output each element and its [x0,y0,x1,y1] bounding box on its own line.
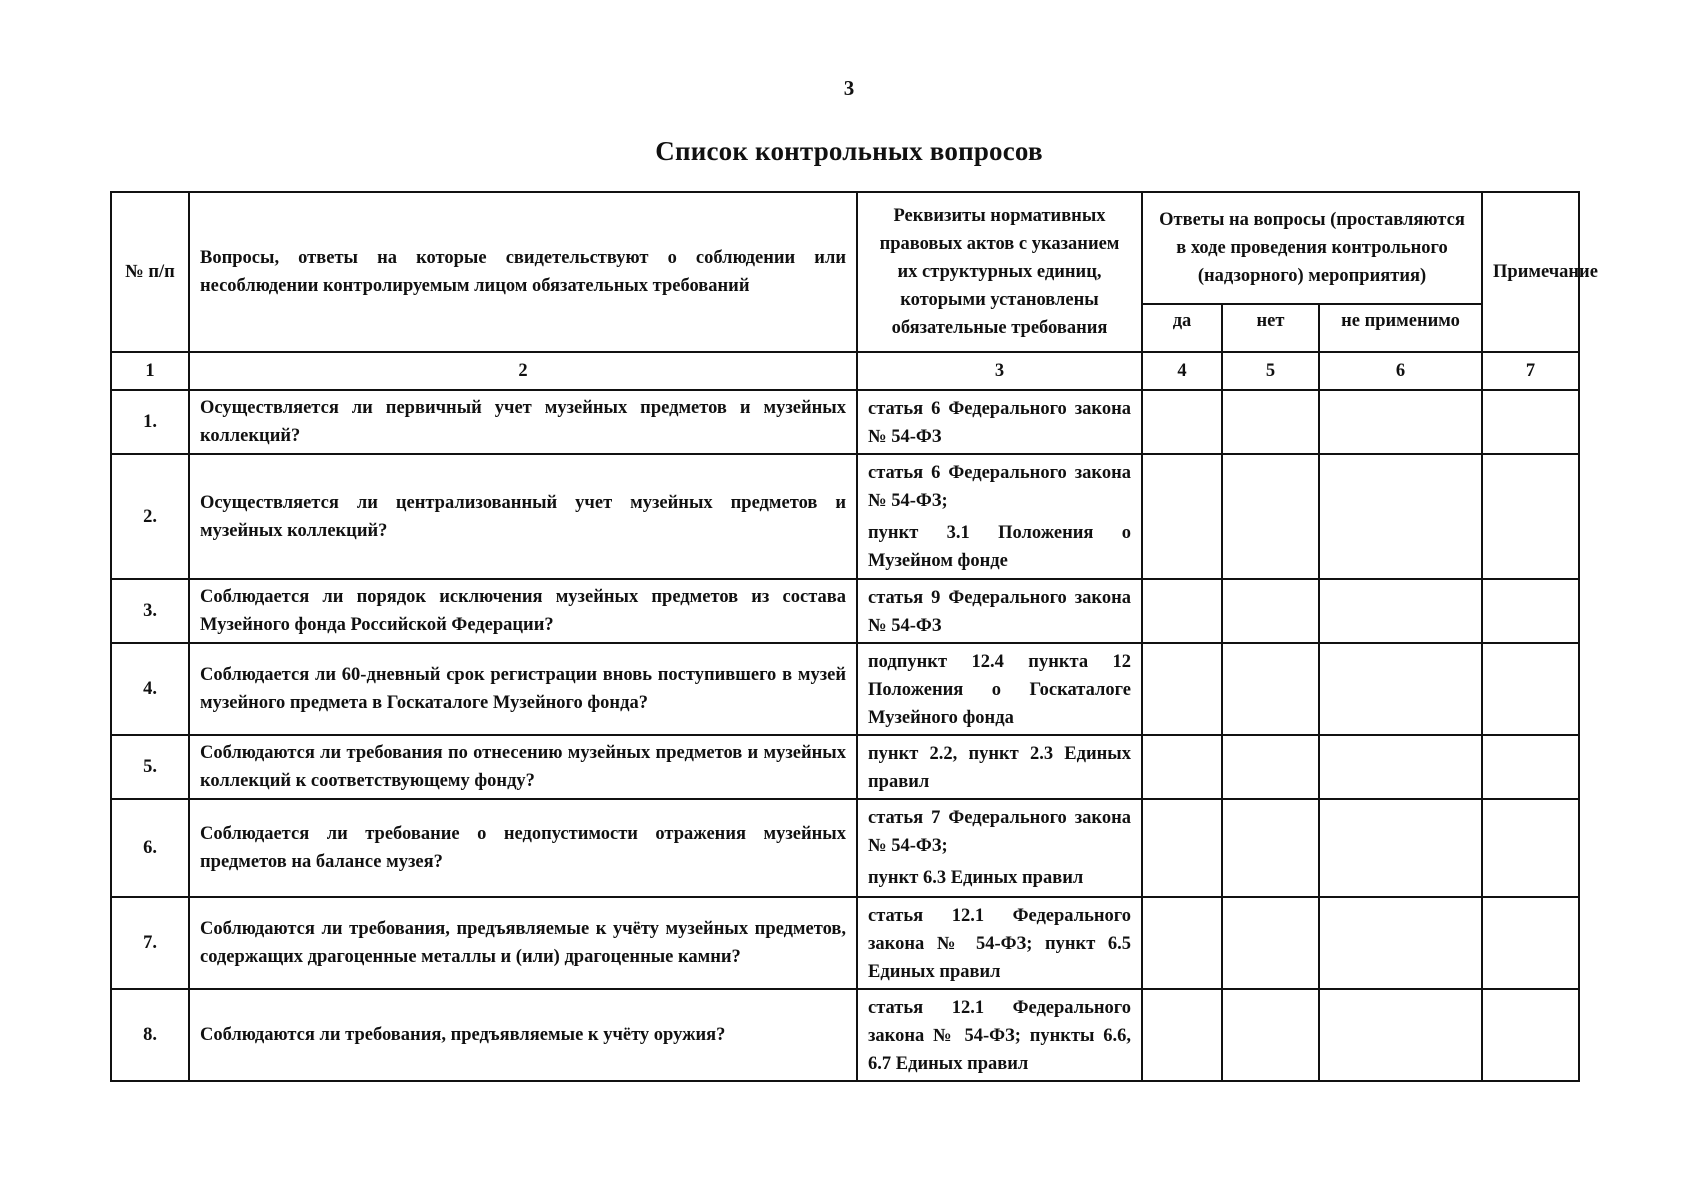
column-index: 7 [1482,352,1579,390]
table-header [111,192,1598,390]
column-index: 1 [111,352,189,390]
answer-yes-cell[interactable] [1142,735,1222,799]
column-index: 5 [1222,352,1319,390]
row-requisites [857,989,1142,1081]
row-requisites [857,799,1142,897]
row-number: 3. [111,579,189,643]
requisite-text: пункт 2.2, пункт 2.3 Единых правил [868,744,1131,792]
answer-yes-cell[interactable] [1142,454,1222,579]
table-row [111,579,1579,643]
answer-yes-cell[interactable] [1142,643,1222,735]
answer-no-cell[interactable] [1222,643,1319,735]
row-question: Соблюдается ли требование о недопустимости отражения музейных предметов на балансе музея? [189,799,857,897]
row-question: Соблюдаются ли требования, предъявляемые к учёту оружия? [189,989,857,1081]
row-requisites [857,735,1142,799]
requisite-text: статья 12.1 Федерального закона № 54-ФЗ; пункты 6.6, 6.7 Единых правил [868,998,1131,1074]
header-answers-group: Ответы на вопросы (проставляются в ходе проведения контрольного (надзорного) мероприятия) [1142,192,1482,304]
answer-yes-cell[interactable] [1142,897,1222,989]
row-requisites [857,454,1142,579]
answer-no-cell[interactable] [1222,735,1319,799]
row-question: Соблюдаются ли требования, предъявляемые к учёту музейных предметов, содержащих драгоценные металлы и (или) драгоценные камни? [189,897,857,989]
answer-na-cell[interactable] [1319,643,1482,735]
row-question: Соблюдается ли 60-дневный срок регистрации вновь поступившего в музей музейного предмета в Госкаталоге Музейного фонда? [189,643,857,735]
header-note: Примечание [1482,192,1579,352]
requisite-text: статья 12.1 Федерального закона № 54-ФЗ; пункт 6.5 Единых правил [868,906,1131,982]
requisite-text: подпункт 12.4 пункта 12 Положения о Госкаталоге Музейного фонда [868,652,1131,728]
answer-na-cell[interactable] [1319,390,1482,454]
answer-na-cell[interactable] [1319,897,1482,989]
answer-na-cell[interactable] [1319,454,1482,579]
document-title: Список контрольных вопросов [655,136,1043,166]
row-question: Осуществляется ли централизованный учет музейных предметов и музейных коллекций? [189,454,857,579]
answer-no-cell[interactable] [1222,799,1319,897]
row-number: 2. [111,454,189,579]
row-question: Соблюдается ли порядок исключения музейных предметов из состава Музейного фонда Российской Федерации? [189,579,857,643]
header-question: Вопросы, ответы на которые свидетельствуют о соблюдении или несоблюдении контролируемым лицом обязательных требований [189,192,857,352]
row-requisites [857,643,1142,735]
row-requisites [857,390,1142,454]
row-number: 7. [111,897,189,989]
checklist-table [110,191,1598,1082]
requisite-text: статья 6 Федерального закона № 54-ФЗ [868,399,1131,447]
answer-yes-cell[interactable] [1142,390,1222,454]
answer-no-cell[interactable] [1222,897,1319,989]
column-index: 6 [1319,352,1482,390]
row-number: 4. [111,643,189,735]
requisite-text: статья 7 Федерального закона № 54-ФЗ; [868,808,1131,856]
answer-no-cell[interactable] [1222,989,1319,1081]
answer-na-cell[interactable] [1319,989,1482,1081]
note-cell[interactable] [1482,735,1579,799]
header-answer-no: нет [1222,304,1319,352]
column-index: 2 [189,352,857,390]
table-row [111,643,1579,735]
answer-no-cell[interactable] [1222,579,1319,643]
requisite-text: пункт 3.1 Положения о Музейном фонде [868,523,1131,571]
note-cell[interactable] [1482,454,1579,579]
answer-na-cell[interactable] [1319,735,1482,799]
answer-yes-cell[interactable] [1142,579,1222,643]
column-index: 3 [857,352,1142,390]
column-index-row [111,352,1579,390]
header-answer-na: не применимо [1319,304,1482,352]
requisite-text: статья 6 Федерального закона № 54-ФЗ; [868,463,1131,511]
row-question: Осуществляется ли первичный учет музейных предметов и музейных коллекций? [189,390,857,454]
note-cell[interactable] [1482,897,1579,989]
note-cell[interactable] [1482,989,1579,1081]
row-number: 6. [111,799,189,897]
header-requisites: Реквизиты нормативных правовых актов с указанием их структурных единиц, которыми установлены обязательные требования [857,192,1142,352]
answer-no-cell[interactable] [1222,390,1319,454]
row-number: 1. [111,390,189,454]
column-index: 4 [1142,352,1222,390]
note-cell[interactable] [1482,390,1579,454]
row-requisites [857,579,1142,643]
row-question: Соблюдаются ли требования по отнесению музейных предметов и музейных коллекций к соответствующему фонду? [189,735,857,799]
table-row [111,989,1579,1081]
table-row [111,390,1579,454]
row-number: 8. [111,989,189,1081]
table-row [111,897,1579,989]
row-requisites [857,897,1142,989]
requisite-text: статья 9 Федерального закона № 54-ФЗ [868,588,1131,636]
requisite-text: пункт 6.3 Единых правил [868,868,1084,888]
note-cell[interactable] [1482,643,1579,735]
answer-yes-cell[interactable] [1142,799,1222,897]
header-num: № п/п [111,192,189,352]
answer-yes-cell[interactable] [1142,989,1222,1081]
table-row [111,735,1579,799]
note-cell[interactable] [1482,799,1579,897]
page-number: 3 [843,76,855,100]
row-number: 5. [111,735,189,799]
table-row [111,454,1579,579]
header-answer-yes: да [1142,304,1222,352]
answer-no-cell[interactable] [1222,454,1319,579]
answer-na-cell[interactable] [1319,799,1482,897]
table-row [111,799,1579,897]
answer-na-cell[interactable] [1319,579,1482,643]
note-cell[interactable] [1482,579,1579,643]
